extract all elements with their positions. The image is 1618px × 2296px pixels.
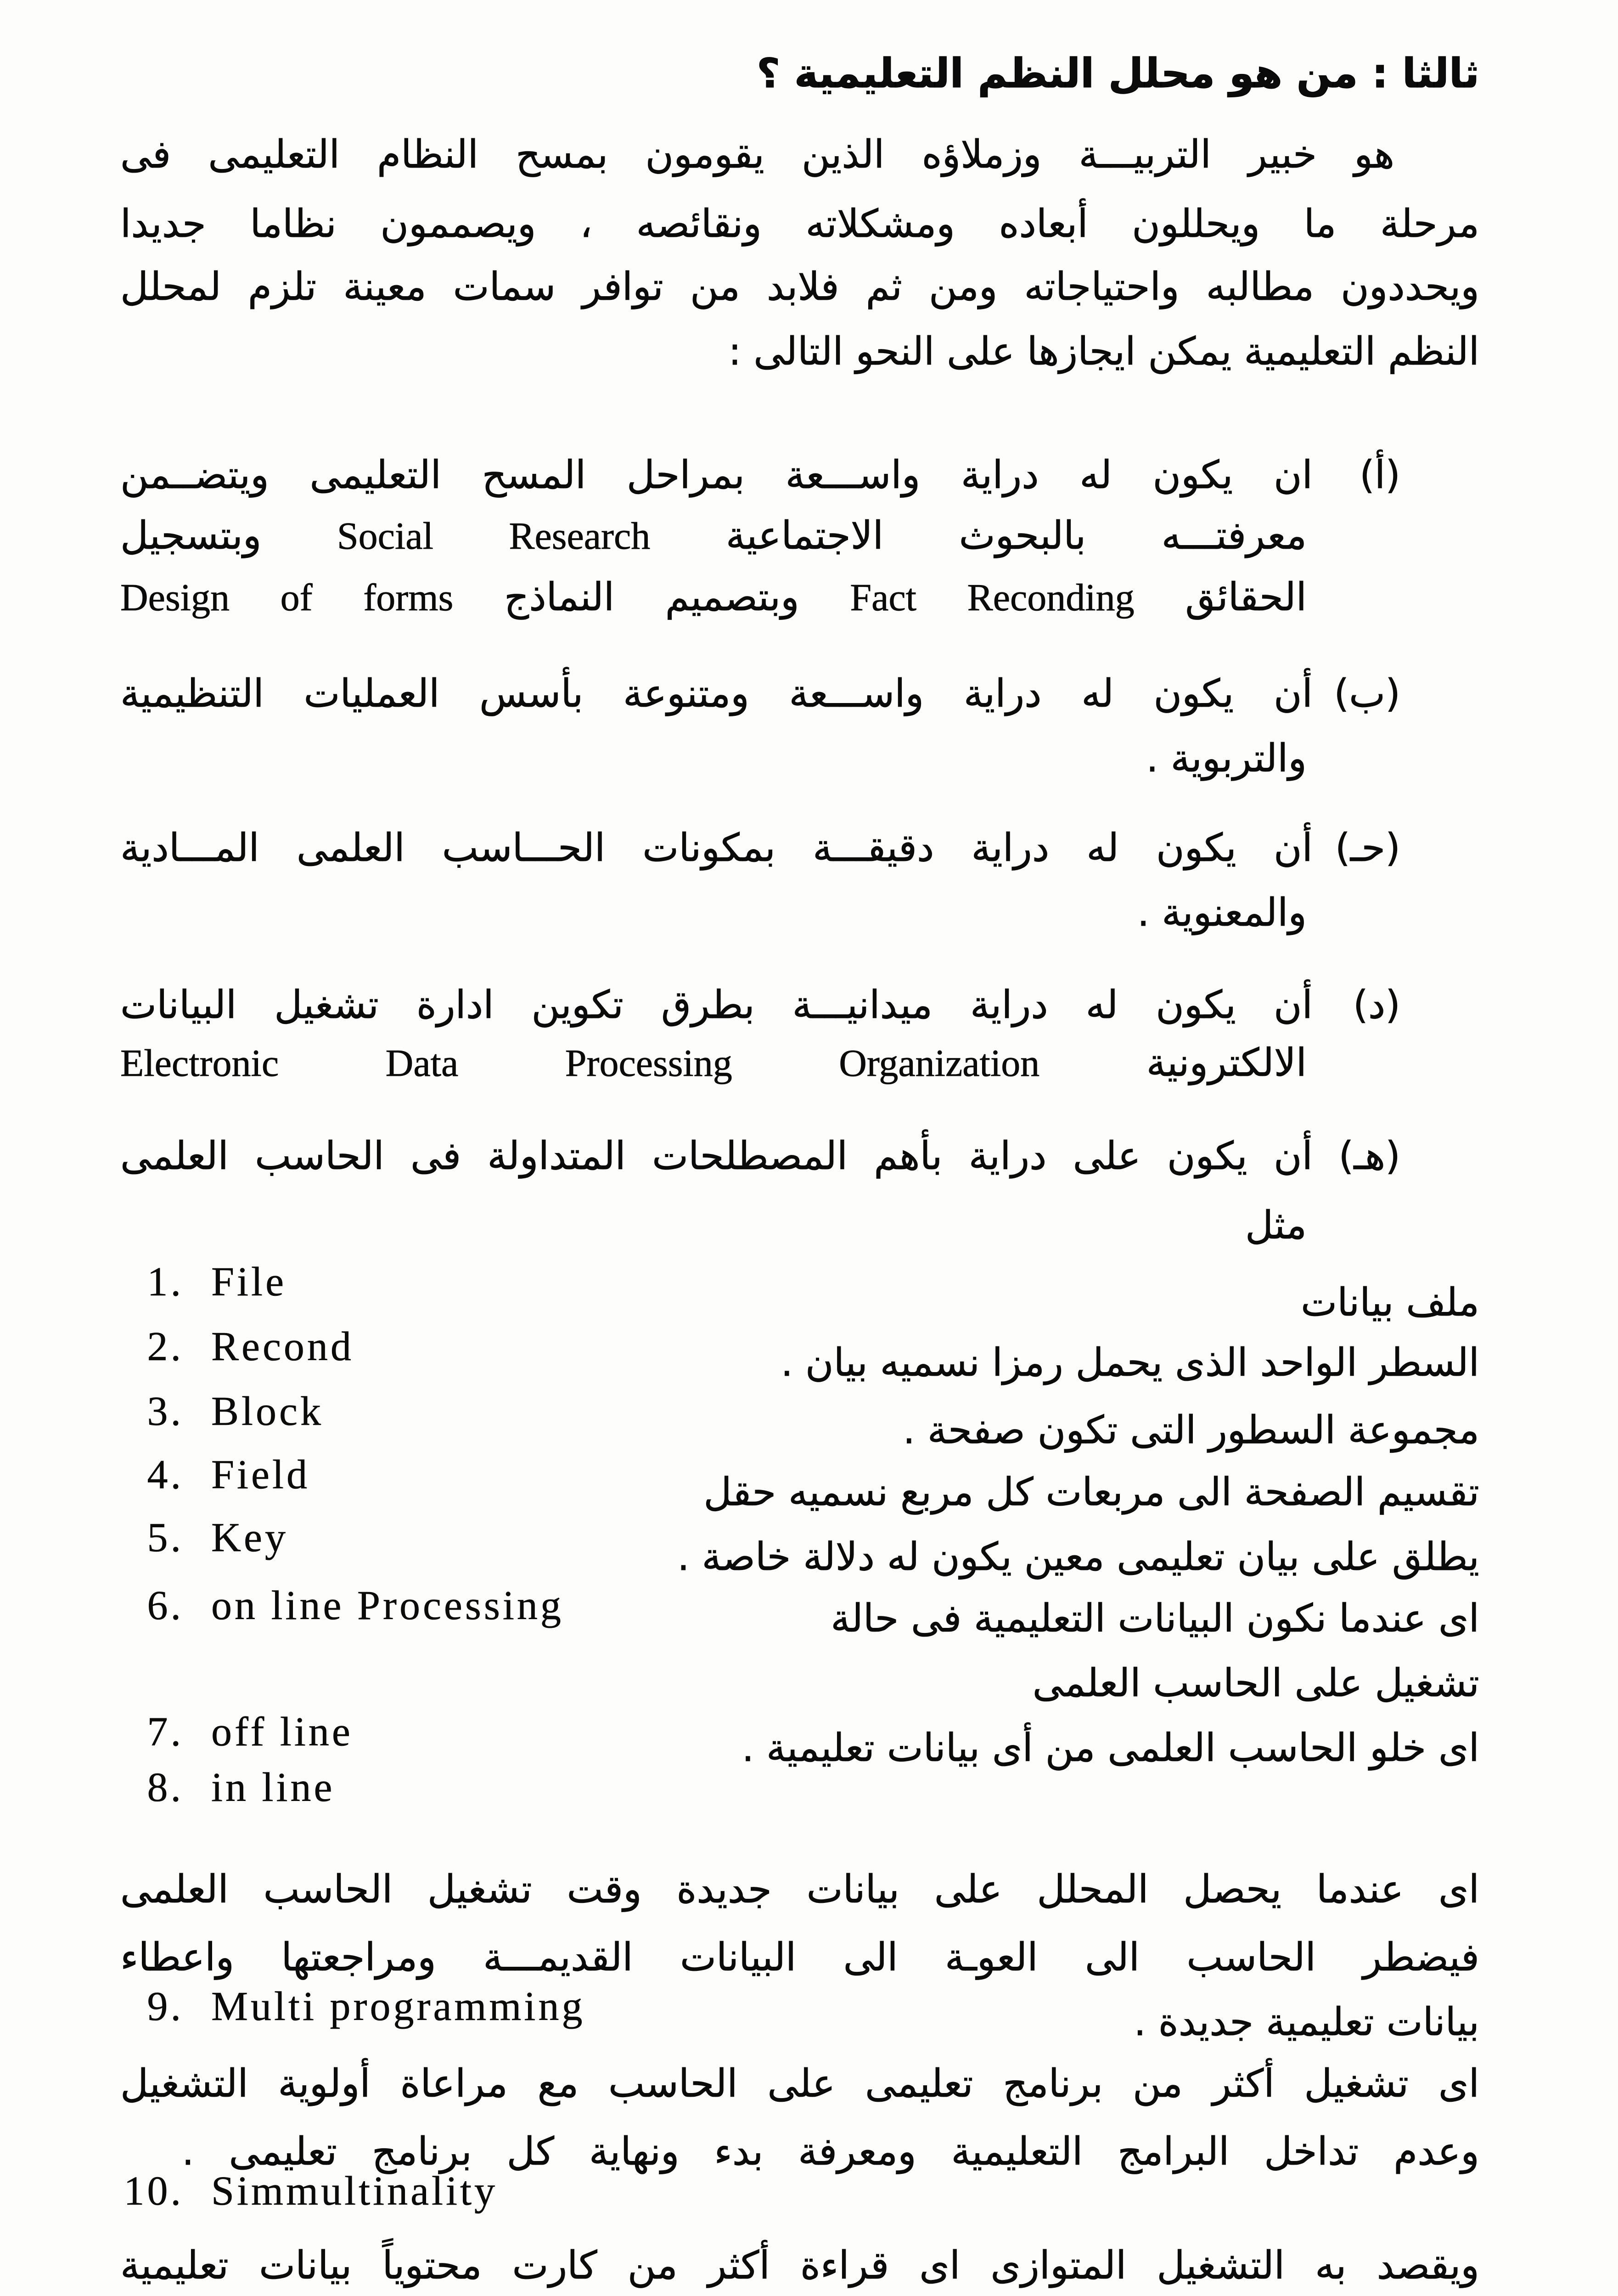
term-definition: اى خلو الحاسب العلمى من أى بيانات تعليمية . [742,1725,1479,1770]
term-number: 8. [147,1765,184,1810]
term-label: Block [211,1389,324,1434]
item-marker: (حـ) [1335,825,1400,870]
term-number: 5. [147,1515,184,1560]
term-label: Key [211,1515,288,1560]
term-label: Field [211,1452,310,1497]
term-label: in line [211,1765,335,1810]
term-number: 4. [147,1452,184,1497]
term-number: 3. [147,1389,184,1434]
term-label: Recond [211,1324,354,1369]
section-title: ثالثا : من هو محلل النظم التعليمية ؟ [757,50,1479,97]
item-line: الالكترونية Electronic Data Processing Organization [120,1042,1307,1085]
term-label: Simmultinality [211,2168,498,2214]
term-definition: وعدم تداخل البرامج التعليمية ومعرفة بدء ونهاية كل برنامج تعليمى . [182,2129,1479,2174]
item-marker: (ب) [1334,671,1400,716]
term-definition: تشغيل على الحاسب العلمى [1032,1660,1479,1705]
item-line: والتربوية . [1146,736,1307,781]
term-definition: ملف بيانات [1301,1280,1479,1325]
term-label: File [211,1259,287,1305]
intro-line: ويحددون مطالبه واحتياجاته ومن ثم فلابد من توافر سمات معينة تلزم لمحلل [120,264,1479,309]
item-line: مثل [1245,1203,1307,1248]
term-definition: مجموعة السطور التى تكون صفحة . [903,1407,1479,1452]
term-definition: فيضطر الحاسب الى العوـة الى البيانات القديمـــة ومراجعتها واعطاء [120,1935,1479,1980]
term-number: 2. [147,1324,184,1369]
term-definition: تقسيم الصفحة الى مربعات كل مربع نسميه حقل [703,1469,1479,1514]
term-definition: اى عندما نكون البيانات التعليمية فى حالة [831,1596,1479,1641]
term-definition: يطلق على بيان تعليمى معين يكون له دلالة خاصة . [677,1534,1479,1579]
item-marker: (هـ) [1338,1133,1400,1178]
term-label: Multi programming [211,1984,585,2029]
term-number: 9. [147,1984,184,2029]
item-line: ان يكون له دراية واســـعة بمراحل المسح التعليمى ويتضــمن [120,452,1313,497]
term-definition: اى عندما يحصل المحلل على بيانات جديدة وقت تشغيل الحاسب العلمى [120,1867,1479,1912]
item-line: أن يكون له دراية واســـعة ومتنوعة بأسس العمليات التنظيمية [120,671,1313,716]
item-line: معرفتـــه بالبحوث الاجتماعية Social Research وبتسجيل [120,515,1307,557]
term-definition: اى تشغيل أكثر من برنامج تعليمى على الحاسب مع مراعاة أولوية التشغيل [120,2061,1479,2106]
item-line: أن يكون له دراية ميدانيـــة بطرق تكوين ادارة تشغيل البيانات [120,982,1313,1027]
intro-line: مرحلة ما ويحللون أبعاده ومشكلاته ونقائصه ، ويصممون نظاما جديدا [120,201,1479,246]
intro-line: هو خبير التربيـــة وزملاؤه الذين يقومون بمسح النظام التعليمى فى [120,132,1394,177]
term-number: 7. [147,1709,184,1755]
term-label: on line Processing [211,1583,564,1628]
item-line: والمعنوية . [1137,890,1307,935]
item-line: الحقائق Fact Reconding وبتصميم النماذج Design of forms [120,576,1307,619]
item-line: أن يكون له دراية دقيقـــة بمكونات الحـــاسب العلمى المـــادية [120,825,1313,870]
term-definition: ويقصد به التشغيل المتوازى اى قراءة أكثر من كارت محتوياً بيانات تعليمية [120,2243,1479,2288]
term-number: 10. [124,2168,184,2214]
item-marker: (د) [1353,982,1400,1027]
intro-line: النظم التعليمية يمكن ايجازها على النحو التالى : [728,329,1479,374]
term-number: 1. [147,1259,184,1305]
item-marker: (أ) [1360,452,1400,497]
item-line: أن يكون على دراية بأهم المصطلحات المتداولة فى الحاسب العلمى [120,1133,1313,1178]
term-definition: بيانات تعليمية جديدة . [1134,1999,1479,2044]
term-definition: السطر الواحد الذى يحمل رمزا نسميه بيان . [781,1340,1479,1385]
term-label: off line [211,1709,353,1755]
term-number: 6. [147,1583,184,1628]
